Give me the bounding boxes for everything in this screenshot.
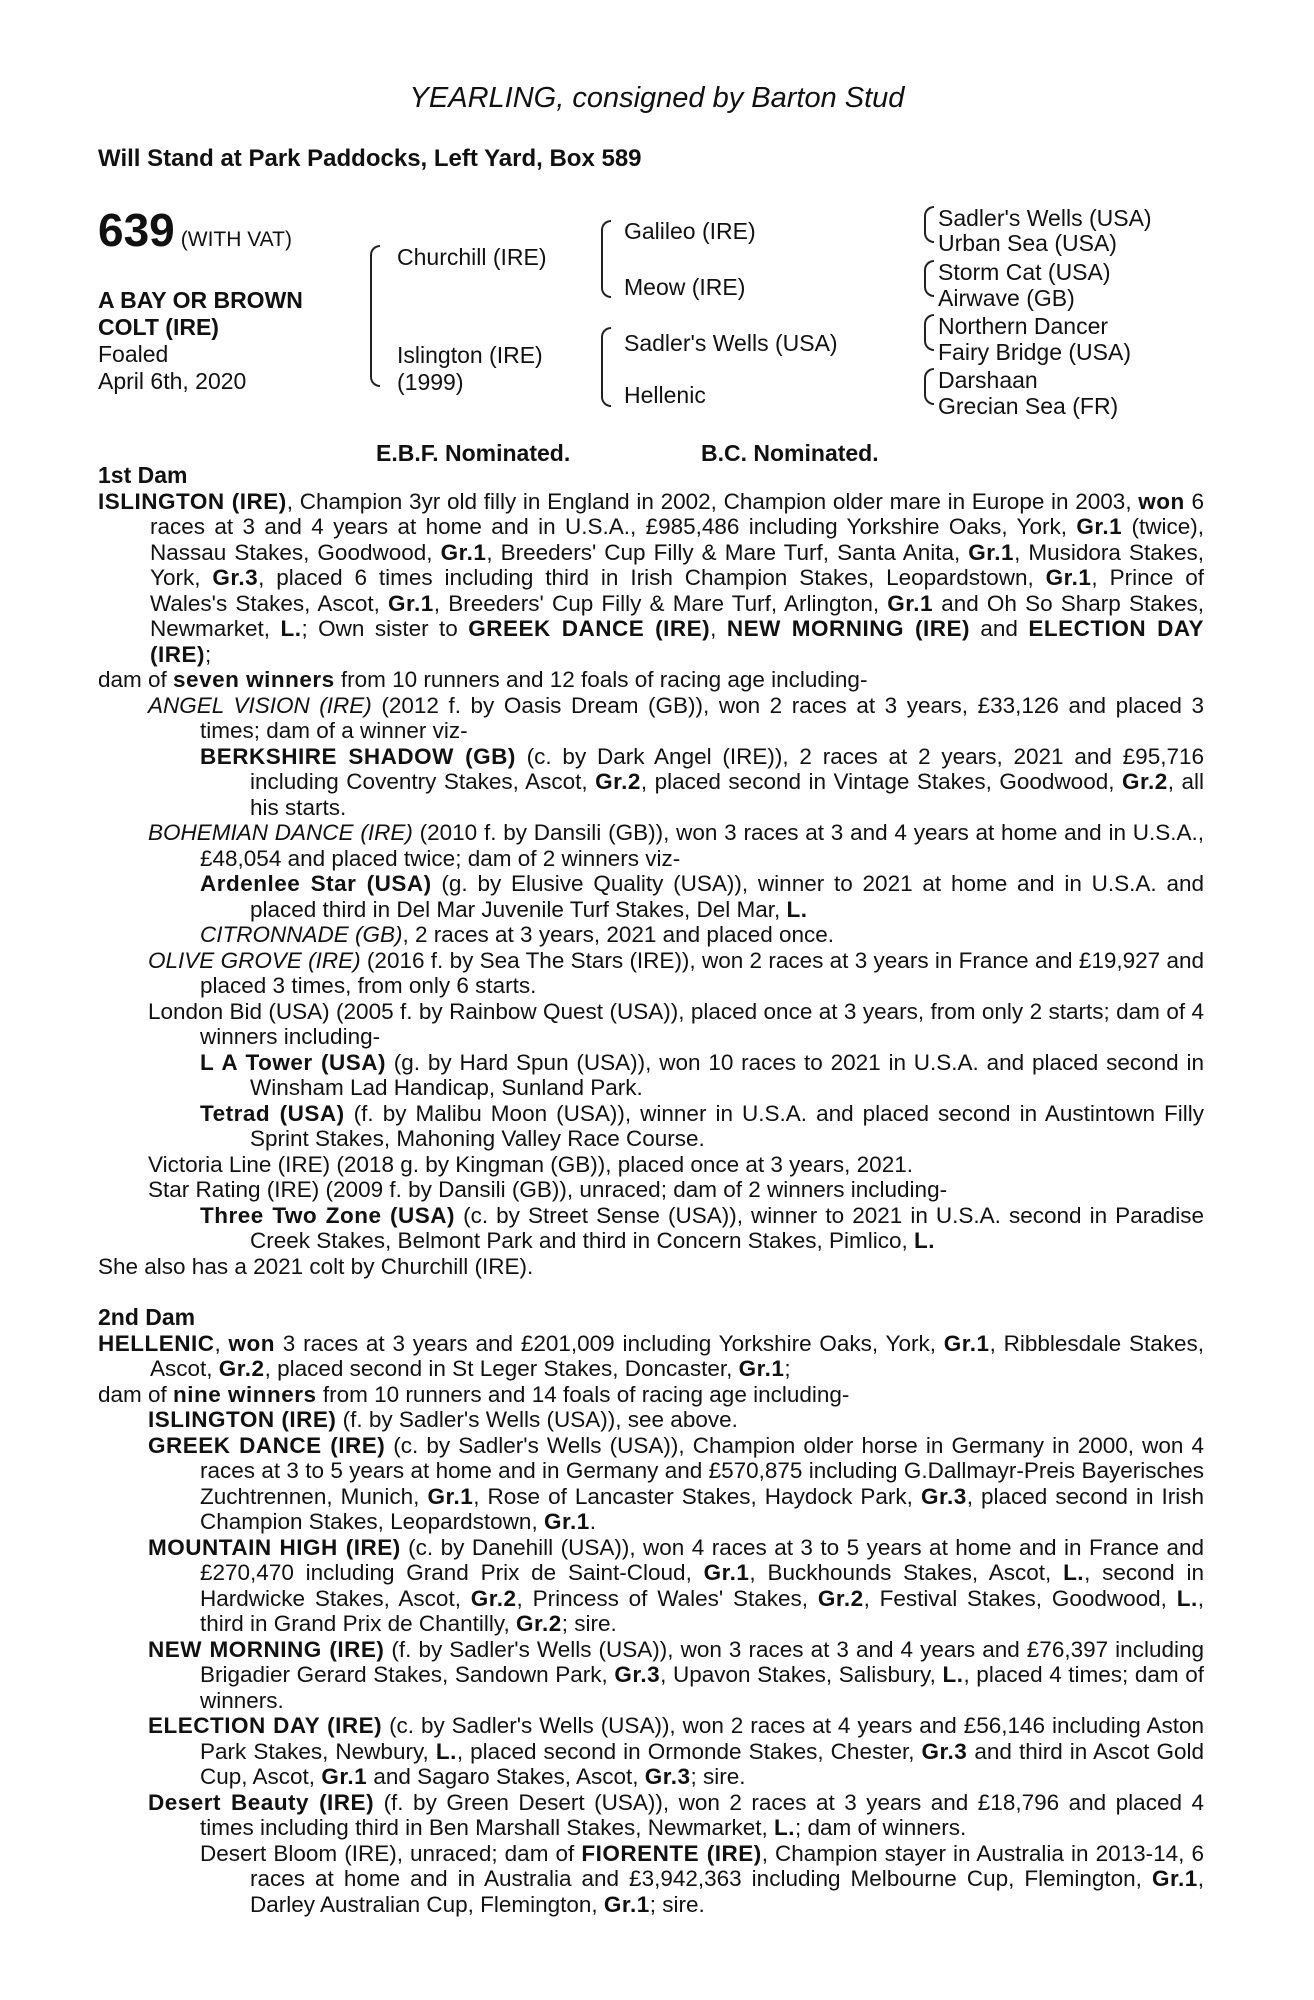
text-run: Gr.2 xyxy=(595,769,641,794)
text-run: 3 races at 3 years and £201,009 including Yorkshire Oaks, York, xyxy=(275,1330,944,1356)
text-run: , placed second in Irish Champion Stakes, Leopardstown, xyxy=(200,1483,1205,1534)
text-run: , xyxy=(214,1330,229,1356)
produce-entry xyxy=(98,1841,1204,1918)
lot-description-line2: COLT (IRE) xyxy=(98,314,219,340)
text-run: (twice), Nassau Stakes, Goodwood, xyxy=(150,514,1204,565)
text-run: , placed second in St Leger Stakes, Doncaster, xyxy=(264,1356,739,1381)
text-run: L A Tower (USA) xyxy=(200,1049,386,1075)
text-run: ; sire. xyxy=(690,1764,746,1789)
text-run: ; sire. xyxy=(649,1891,705,1917)
produce-entry xyxy=(98,693,1204,744)
text-run: Gr.1 xyxy=(887,590,934,616)
ggparent-3: Storm Cat (USA) xyxy=(938,259,1111,285)
text-run: , 2 races at 3 years, 2021 and placed once. xyxy=(402,922,835,947)
text-run: , Musidora Stakes, York, xyxy=(150,539,1204,590)
text-run: BOHEMIAN DANCE (IRE) xyxy=(148,820,413,845)
second-dam-entry xyxy=(98,1331,1204,1382)
produce-entry: Victoria Line (IRE) (2018 g. by Kingman (GB)), placed once at 3 years, 2021. xyxy=(148,1151,913,1177)
text-run: dam of xyxy=(98,667,174,692)
text-run: Gr.3 xyxy=(920,1483,967,1509)
text-run: Gr.1 xyxy=(1045,565,1092,590)
sire-dam: Meow (IRE) xyxy=(624,274,746,300)
text-run: ISLINGTON (IRE) xyxy=(148,1407,337,1432)
produce-entry xyxy=(98,1637,1204,1714)
text-run: , Prince of Wales's Stakes, Ascot, xyxy=(150,565,1205,616)
produce-entry xyxy=(98,1050,1204,1101)
text-run: Gr.1 xyxy=(738,1356,785,1381)
first-dam-entry xyxy=(98,489,1204,668)
text-run: Gr.1 xyxy=(968,539,1015,565)
produce-entry xyxy=(98,1433,1204,1535)
text-run: , Breeders' Cup Filly & Mare Turf, Arlington, xyxy=(433,590,888,616)
ggparent-8: Grecian Sea (FR) xyxy=(938,393,1119,419)
text-run: Gr.2 xyxy=(817,1585,864,1611)
dam: Islington (IRE) xyxy=(397,342,543,368)
text-run: GREEK DANCE (IRE) xyxy=(148,1432,386,1458)
text-run: , Champion 3yr old filly in England in 2002, Champion older mare in Europe in 2003, xyxy=(286,488,1139,514)
text-run: Gr.2 xyxy=(470,1585,517,1611)
text-run: , Upavon Stakes, Salisbury, xyxy=(660,1662,943,1687)
text-run: Gr.1 xyxy=(603,1891,650,1917)
text-run: ; xyxy=(205,641,212,667)
second-dam-name: HELLENIC xyxy=(98,1330,215,1356)
text-run: (2010 f. by Dansili (GB)), won 3 races at 3 and 4 years at home and in U.S.A., £48,054 and placed twice; dam of 2 winners viz- xyxy=(200,820,1205,871)
text-run: Gr.2 xyxy=(1121,769,1168,794)
text-run: Gr.1 xyxy=(543,1509,590,1534)
text-run: BERKSHIRE SHADOW (GB) xyxy=(200,743,516,769)
text-run: (f. by Sadler's Wells (USA)), won 3 races at 3 and 4 years and £76,397 including Brigadier Gerard Stakes, Sandown Park, xyxy=(200,1636,1204,1687)
text-run: and Sagaro Stakes, Ascot, xyxy=(367,1764,645,1789)
text-run: Gr.1 xyxy=(703,1560,750,1585)
text-run: Gr.1 xyxy=(321,1764,368,1789)
text-run: L. xyxy=(773,1815,795,1840)
text-run: Gr.3 xyxy=(644,1764,691,1789)
text-run: ELECTION DAY (IRE) xyxy=(148,1713,383,1738)
consignment-title: YEARLING, consigned by Barton Stud xyxy=(409,82,905,114)
text-run: GREEK DANCE (IRE) xyxy=(468,616,711,641)
text-run: , Buckhounds Stakes, Ascot, xyxy=(749,1560,1064,1585)
text-run: , xyxy=(710,616,727,641)
text-run: CITRONNADE (GB) xyxy=(200,922,403,947)
text-run: L. xyxy=(435,1738,457,1764)
text-run: ; xyxy=(784,1356,791,1381)
text-run: Gr.3 xyxy=(212,565,259,590)
text-run: Gr.3 xyxy=(614,1662,661,1687)
text-run: , placed 6 times including third in Irish Champion Stakes, Leopardstown, xyxy=(258,565,1046,590)
produce-entry xyxy=(98,871,1204,922)
text-run: dam of xyxy=(98,1381,174,1407)
text-run: Tetrad (USA) xyxy=(200,1100,345,1126)
text-run: L. xyxy=(942,1662,964,1687)
text-run: MOUNTAIN HIGH (IRE) xyxy=(148,1534,401,1560)
sire: Churchill (IRE) xyxy=(397,244,547,270)
sire-brace xyxy=(601,220,611,298)
text-run: , third in Grand Prix de Chantilly, xyxy=(200,1585,1204,1636)
produce-entry xyxy=(98,1713,1204,1790)
stand-location: Will Stand at Park Paddocks, Left Yard, Box 589 xyxy=(98,145,642,172)
text-run: (2016 f. by Sea The Stars (IRE)), won 2 races at 3 years in France and £19,927 and placed 3 times, from only 6 starts. xyxy=(200,947,1204,998)
foaled-label: Foaled xyxy=(98,341,169,367)
text-run: , all his starts. xyxy=(250,769,1205,820)
text-run: L. xyxy=(280,616,302,641)
text-run: Gr.1 xyxy=(388,590,434,616)
lot-number xyxy=(98,204,292,263)
text-run: nine winners xyxy=(173,1381,317,1407)
g-brace-2 xyxy=(924,260,933,297)
text-run: won xyxy=(228,1330,276,1356)
text-run: , Champion stayer in Australia in 2013-14, 6 races at home and in Australia and £3,942,363 including Melbourne Cup, Flemington, xyxy=(250,1840,1204,1891)
text-run: NEW MORNING (IRE) xyxy=(726,616,970,641)
second-dam-heading: 2nd Dam xyxy=(98,1304,196,1330)
text-run: (g. by Elusive Quality (USA)), winner to 2021 at home and in U.S.A. and placed third in Del Mar Juvenile Turf Stakes, Del Mar, xyxy=(250,871,1204,922)
text-run: . xyxy=(589,1509,596,1534)
sire-dam-brace xyxy=(370,245,380,387)
ggparent-2: Urban Sea (USA) xyxy=(938,230,1117,256)
text-run: Ardenlee Star (USA) xyxy=(200,871,432,896)
text-run: , Darley Australian Cup, Flemington, xyxy=(250,1866,1204,1917)
dam-dam: Hellenic xyxy=(624,382,706,408)
text-run: Gr.2 xyxy=(515,1611,562,1636)
text-run: Gr.1 xyxy=(440,539,487,565)
dam-year: (1999) xyxy=(397,369,464,395)
vat-label: (WITH VAT) xyxy=(180,228,292,251)
text-run: ELECTION DAY (IRE) xyxy=(150,616,1205,667)
text-run: (c. by Sadler's Wells (USA)), won 2 races at 4 years and £56,146 including Aston Park Stakes, Newbury, xyxy=(200,1713,1205,1764)
produce-entry xyxy=(98,744,1204,821)
text-run: L. xyxy=(786,896,808,922)
text-run: , Rose of Lancaster Stakes, Haydock Park, xyxy=(473,1483,921,1509)
produce-entry xyxy=(98,1203,1204,1254)
text-run: and third in Ascot Gold Cup, Ascot, xyxy=(200,1738,1205,1789)
sire-sire: Galileo (IRE) xyxy=(624,218,756,244)
first-dam-produce-summary xyxy=(98,667,1204,693)
text-run: , Festival Stakes, Goodwood, xyxy=(863,1585,1177,1611)
text-run: Gr.1 xyxy=(1076,514,1123,539)
bc-nominated: B.C. Nominated. xyxy=(701,440,879,466)
text-run: Desert Beauty (IRE) xyxy=(148,1789,375,1815)
text-run: , Princess of Wales' Stakes, xyxy=(516,1585,818,1611)
text-run: Gr.1 xyxy=(1151,1866,1198,1891)
text-run: L. xyxy=(1063,1560,1085,1585)
produce-entry xyxy=(98,1535,1204,1637)
first-dam-heading: 1st Dam xyxy=(98,462,188,488)
text-run: , second in Hardwicke Stakes, Ascot, xyxy=(200,1560,1204,1611)
text-run: (g. by Hard Spun (USA)), won 10 races to 2021 in U.S.A. and placed second in Winsham Lad Handicap, Sunland Park. xyxy=(250,1049,1205,1100)
g-brace-1 xyxy=(924,206,933,243)
text-run: (f. by Sadler's Wells (USA)), see above. xyxy=(336,1407,738,1432)
text-run: , Breeders' Cup Filly & Mare Turf, Santa Anita, xyxy=(486,539,969,565)
text-run: Gr.2 xyxy=(218,1356,265,1381)
text-run: won xyxy=(1138,488,1185,514)
ggparent-1: Sadler's Wells (USA) xyxy=(938,205,1152,231)
text-run: FIORENTE (IRE) xyxy=(581,1840,762,1866)
text-run: from 10 runners and 14 foals of racing age including- xyxy=(316,1381,850,1407)
text-run: , placed second in Vintage Stakes, Goodwood, xyxy=(640,769,1122,794)
foaled-date: April 6th, 2020 xyxy=(98,368,247,394)
text-run: seven winners xyxy=(173,667,335,692)
text-run: (c. by Street Sense (USA)), winner to 2021 in U.S.A. second in Paradise Creek Stakes, Belmont Park and third in Concern Stakes, Pimlico, xyxy=(250,1202,1204,1253)
text-run: ANGEL VISION (IRE) xyxy=(148,692,372,718)
text-run: Three Two Zone (USA) xyxy=(200,1202,456,1228)
text-run: L. xyxy=(914,1228,936,1253)
text-run: ; sire. xyxy=(561,1611,617,1636)
text-run: and Oh So Sharp Stakes, Newmarket, xyxy=(150,590,1204,641)
produce-entry: London Bid (USA) (2005 f. by Rainbow Quest (USA)), placed once at 3 years, from only 2 starts; dam of 4 winners including- xyxy=(148,998,1204,1049)
text-run: (c. by Danehill (USA)), won 4 races at 3 to 5 years at home and in France and £270,470 including Grand Prix de Saint-Cloud, xyxy=(200,1534,1204,1585)
text-run: (c. by Sadler's Wells (USA)), Champion older horse in Germany in 2000, won 4 races at 3 to 5 years at home and in Germany and £570,875 including G.Dallmayr-Preis Bayerisches Zuchtrennen, Munich, xyxy=(200,1432,1204,1509)
text-run: , placed second in Ormonde Stakes, Chester, xyxy=(456,1738,922,1764)
produce-entry xyxy=(98,1790,1204,1841)
produce-entry xyxy=(98,948,1204,999)
g-brace-4 xyxy=(924,368,933,405)
text-run: and xyxy=(969,616,1029,641)
text-run: (c. by Dark Angel (IRE)), 2 races at 2 years, 2021 and £95,716 including Coventry Stakes, Ascot, xyxy=(250,743,1205,794)
first-dam-name: ISLINGTON (IRE) xyxy=(98,488,287,514)
produce-entry xyxy=(98,1101,1204,1152)
text-run: NEW MORNING (IRE) xyxy=(148,1636,385,1662)
lot-description-line1: A BAY OR BROWN xyxy=(98,287,303,313)
text-run: 6 races at 3 and 4 years at home and in U.S.A., £985,486 including Yorkshire Oaks, York, xyxy=(150,488,1204,539)
ggparent-5: Northern Dancer xyxy=(938,313,1109,339)
produce-entry: Star Rating (IRE) (2009 f. by Dansili (GB)), unraced; dam of 2 winners including- xyxy=(148,1177,948,1202)
text-run: (f. by Malibu Moon (USA)), winner in U.S.A. and placed second in Austintown Filly Sprint Stakes, Mahoning Valley Race Course. xyxy=(250,1100,1204,1151)
text-run: Desert Bloom (IRE), unraced; dam of xyxy=(200,1840,582,1866)
text-run: ; dam of winners. xyxy=(794,1815,967,1840)
text-run: from 10 runners and 12 foals of racing age including- xyxy=(334,667,868,692)
catalogue-text xyxy=(98,463,1204,1917)
text-run: Gr.1 xyxy=(427,1483,474,1509)
dam-brace xyxy=(601,327,611,407)
lot-number-value: 639 xyxy=(98,204,175,256)
text-run: ; Own sister to xyxy=(301,616,469,641)
text-run: Gr.3 xyxy=(921,1738,968,1764)
ggparent-4: Airwave (GB) xyxy=(938,285,1075,311)
g-brace-3 xyxy=(924,314,933,351)
ebf-nominated: E.B.F. Nominated. xyxy=(376,440,571,466)
produce-entry xyxy=(98,820,1204,871)
ggparent-7: Darshaan xyxy=(938,367,1038,393)
text-run: (2012 f. by Oasis Dream (GB)), won 2 races at 3 years, £33,126 and placed 3 times; dam of a winner viz- xyxy=(200,692,1205,743)
text-run: , placed 4 times; dam of winners. xyxy=(200,1662,1205,1713)
text-run: , Ribblesdale Stakes, Ascot, xyxy=(150,1330,1204,1381)
ggparent-6: Fairy Bridge (USA) xyxy=(938,339,1131,365)
text-run: OLIVE GROVE (IRE) xyxy=(148,947,361,973)
produce-entry xyxy=(98,1407,1204,1433)
produce-entry xyxy=(98,922,1204,948)
text-run: (f. by Green Desert (USA)), won 2 races at 3 years and £18,796 and placed 4 times including third in Ben Marshall Stakes, Newmarket, xyxy=(200,1789,1204,1840)
dam-sire: Sadler's Wells (USA) xyxy=(624,330,838,356)
colt-note: She also has a 2021 colt by Churchill (IRE). xyxy=(98,1253,534,1279)
text-run: L. xyxy=(1176,1585,1198,1611)
second-dam-produce-summary xyxy=(98,1382,1204,1408)
text-run: Gr.1 xyxy=(943,1330,990,1356)
